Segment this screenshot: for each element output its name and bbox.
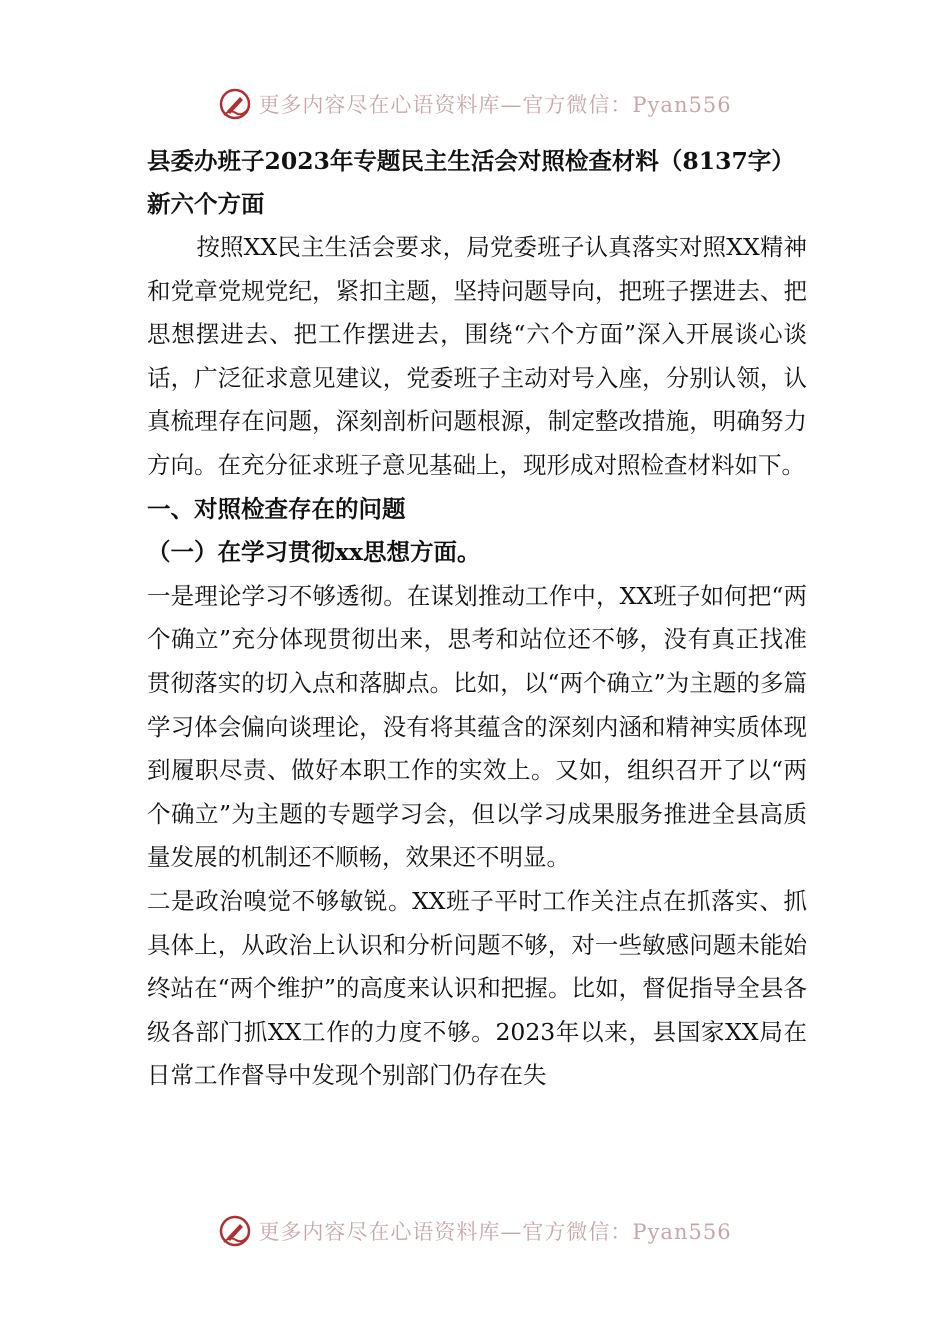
document-body: [147, 140, 807, 1098]
document-title: 县委办班子2023年专题民主生活会对照检查材料（8137字）新六个方面: [147, 147, 795, 218]
body-paragraph-2: 二是政治嗅觉不够敏锐。XX班子平时工作关注点在抓落实、抓具体上，从政治上认识和分析问题不够，对一些敏感问题未能始终站在“两个维护”的高度来认识和把握。比如，督促指导全县各级各部门抓XX工作的力度不够。2023年以来，县国家XX局在日常工作督导中发现个别部门仍存在失: [147, 886, 807, 1090]
section-heading: 一、对照检查存在的问题: [147, 494, 406, 523]
watermark-banner-bottom: [0, 1211, 950, 1251]
watermark-banner-top: [0, 84, 950, 124]
pen-seal-logo-icon: [218, 1214, 252, 1248]
subsection-heading: （一）在学习贯彻xx思想方面。: [147, 538, 481, 567]
watermark-text: 更多内容尽在心语资料库—官方微信：Pyan556: [258, 93, 732, 117]
pen-seal-logo-icon: [218, 87, 252, 121]
watermark-text: 更多内容尽在心语资料库—官方微信：Pyan556: [258, 1220, 732, 1244]
intro-paragraph: 按照XX民主生活会要求，局党委班子认真落实对照XX精神和党章党规党纪，紧扣主题，坚持问题导向，把班子摆进去、把思想摆进去、把工作摆进去，围绕“六个方面”深入开展谈心谈话，广泛征求意见建议，党委班子主动对号入座，分别认领，认真梳理存在问题，深刻剖析问题根源，制定整改措施，明确努力方向。在充分征求班子意见基础上，现形成对照检查材料如下。: [147, 233, 807, 479]
body-paragraph-1: 一是理论学习不够透彻。在谋划推动工作中，XX班子如何把“两个确立”充分体现贯彻出来，思考和站位还不够，没有真正找准贯彻落实的切入点和落脚点。比如，以“两个确立”为主题的多篇学习体会偏向谈理论，没有将其蕴含的深刻内涵和精神实质体现到履职尽责、做好本职工作的实效上。又如，组织召开了以“两个确立”为主题的专题学习会，但以学习成果服务推进全县高质量发展的机制还不顺畅，效果还不明显。: [147, 581, 807, 872]
